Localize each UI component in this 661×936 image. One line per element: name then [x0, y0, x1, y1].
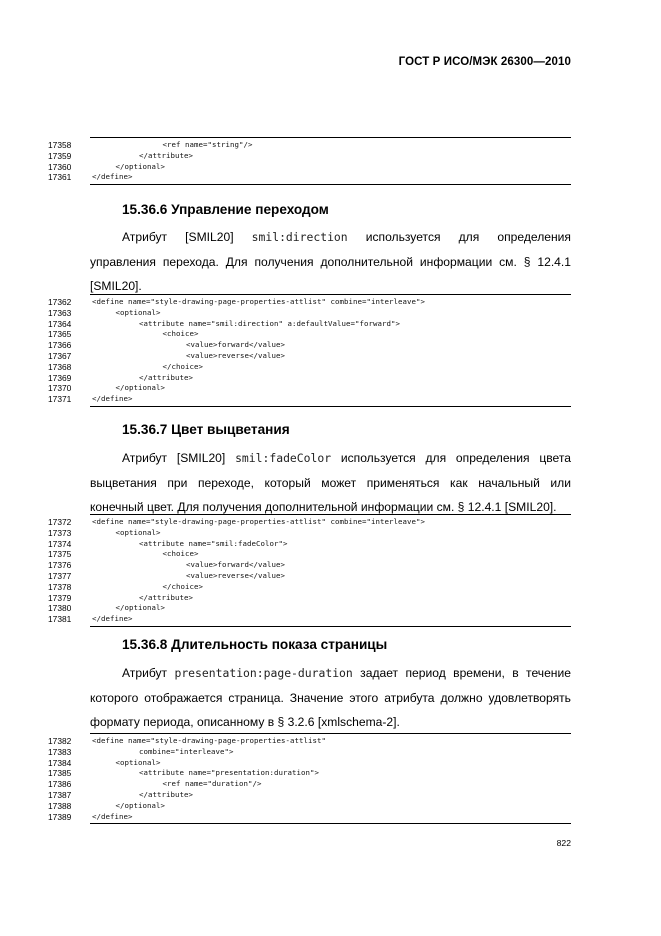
code-text: </optional>	[115, 800, 165, 810]
line-number: 17375	[48, 549, 72, 560]
code-text: <attribute name="smil:fadeColor">	[139, 538, 288, 548]
line-number: 17358	[48, 140, 72, 150]
line-number: 17381	[48, 614, 72, 625]
line-number: 17377	[48, 570, 72, 581]
code-line	[48, 789, 571, 801]
line-number: 17367	[48, 350, 72, 361]
text: используется	[365, 230, 441, 244]
line-number: 17386	[48, 779, 72, 790]
code-line	[48, 614, 571, 625]
code-line	[48, 581, 571, 593]
paragraph-line: [SMIL20].	[90, 279, 142, 293]
text: для	[458, 230, 480, 244]
paragraph-line: выцветания при переходе, который может применяться как начальный или	[90, 475, 571, 490]
code-text: <value>forward</value>	[186, 340, 285, 350]
code-text: <optional>	[115, 757, 161, 767]
line-number: 17368	[48, 361, 72, 372]
page-number: 822	[556, 838, 571, 848]
paragraph-15-36-8	[90, 661, 571, 735]
code-text: combine="interleave">	[139, 746, 234, 756]
text: Атрибут [SMIL20]	[122, 451, 226, 465]
code-line	[48, 394, 571, 405]
document-header: ГОСТ Р ИСО/МЭК 26300—2010	[398, 56, 571, 68]
code-text: </define>	[92, 394, 133, 404]
code-text: <attribute name="presentation:duration">	[139, 768, 319, 778]
paragraph-line	[90, 661, 571, 686]
line-number: 17374	[48, 538, 72, 549]
section-heading-15-36-6: 15.36.6 Управление переходом	[122, 202, 329, 217]
code-line	[48, 318, 571, 330]
code-text: <value>reverse</value>	[186, 350, 285, 360]
code-line	[48, 340, 571, 351]
code-line	[48, 757, 571, 769]
line-number: 17370	[48, 383, 72, 394]
line-number: 17360	[48, 161, 72, 172]
text: используется для определения цвета	[340, 451, 571, 465]
line-number: 17366	[48, 340, 72, 351]
line-number: 17388	[48, 800, 72, 811]
code-line	[48, 361, 571, 373]
paragraph-line	[90, 225, 571, 250]
code-text: <value>reverse</value>	[186, 570, 285, 580]
paragraph-line: конечный цвет. Для получения дополнительной информации см. § 12.4.1 [SMIL20].	[90, 500, 557, 514]
line-number: 17380	[48, 603, 72, 614]
line-number: 17379	[48, 592, 72, 603]
text: Атрибут	[122, 666, 168, 680]
code-text: <attribute name="smil:direction" a:defaultValue="forward">	[139, 318, 400, 328]
code-text: </attribute>	[139, 789, 193, 799]
paragraph-line	[90, 446, 571, 471]
code-text: <define name="style-drawing-page-properties-attlist"	[92, 736, 326, 745]
line-number: 17363	[48, 307, 72, 318]
text: задает период времени, в течение	[360, 666, 571, 680]
code-line	[48, 297, 571, 308]
code-line	[48, 172, 571, 183]
attribute-name: presentation:page-duration	[174, 666, 353, 680]
code-listing-3	[48, 514, 571, 627]
code-listing-2	[48, 294, 571, 407]
code-line	[48, 538, 571, 550]
code-text: </choice>	[162, 581, 203, 591]
line-number: 17373	[48, 527, 72, 538]
code-line	[48, 592, 571, 604]
line-number: 17382	[48, 736, 72, 746]
code-line	[48, 570, 571, 582]
code-line	[48, 527, 571, 539]
code-text: </define>	[92, 614, 133, 624]
code-text: </attribute>	[139, 150, 193, 160]
attribute-name: smil:fadeColor	[235, 451, 332, 465]
line-number: 17384	[48, 757, 72, 768]
code-text: </optional>	[115, 603, 165, 613]
code-line	[48, 350, 571, 362]
code-line	[48, 150, 571, 162]
code-line	[48, 800, 571, 812]
attribute-name: smil:direction	[251, 230, 348, 244]
line-number: 17371	[48, 394, 72, 405]
code-text: <optional>	[115, 307, 161, 317]
text: Атрибут	[122, 230, 168, 244]
code-line	[48, 736, 571, 747]
code-text: </optional>	[115, 161, 165, 171]
text: определения	[497, 230, 571, 244]
section-heading-15-36-7: 15.36.7 Цвет выцветания	[122, 422, 290, 437]
line-number: 17378	[48, 581, 72, 592]
line-number: 17383	[48, 746, 72, 757]
line-number: 17372	[48, 517, 72, 527]
code-line	[48, 161, 571, 173]
code-text: </optional>	[115, 383, 165, 393]
code-line	[48, 779, 571, 790]
line-number: 17361	[48, 172, 72, 183]
code-text: <ref name="duration"/>	[162, 779, 262, 789]
code-line	[48, 307, 571, 319]
section-heading-15-36-8: 15.36.8 Длительность показа страницы	[122, 637, 388, 652]
code-line	[48, 560, 571, 571]
code-line	[48, 603, 571, 614]
code-listing-4	[48, 733, 571, 824]
line-number: 17369	[48, 372, 72, 383]
line-number: 17376	[48, 560, 72, 571]
paragraph-15-36-6	[90, 225, 571, 299]
code-line	[48, 517, 571, 528]
code-text: <choice>	[162, 549, 199, 559]
code-text: <define name="style-drawing-page-properties-attlist" combine="interleave">	[92, 297, 425, 306]
code-text: <ref name="string"/>	[162, 140, 253, 149]
code-text: <choice>	[162, 329, 199, 339]
code-text: </choice>	[162, 361, 203, 371]
line-number: 17364	[48, 318, 72, 329]
line-number: 17385	[48, 768, 72, 779]
code-text: </attribute>	[139, 372, 193, 382]
line-number: 17362	[48, 297, 72, 307]
code-line	[48, 549, 571, 560]
code-line	[48, 140, 571, 151]
code-line	[48, 768, 571, 779]
paragraph-line: которого отображается страница. Значение этого атрибута должно удовлетворять	[90, 690, 571, 705]
code-line	[48, 383, 571, 394]
text: [SMIL20]	[185, 230, 234, 244]
code-text: </attribute>	[139, 592, 193, 602]
line-number: 17359	[48, 150, 72, 161]
code-line	[48, 372, 571, 384]
code-line	[48, 746, 571, 758]
line-number: 17389	[48, 811, 72, 822]
code-text: <value>forward</value>	[186, 560, 285, 570]
code-text: <optional>	[115, 527, 161, 537]
code-line	[48, 811, 571, 823]
paragraph-15-36-7	[90, 446, 571, 520]
paragraph-line: управления перехода. Для получения дополнительной информации см. § 12.4.1	[90, 254, 571, 269]
code-listing-1	[48, 137, 571, 185]
code-text: </define>	[92, 172, 133, 182]
line-number: 17365	[48, 329, 72, 340]
line-number: 17387	[48, 789, 72, 800]
code-text: <define name="style-drawing-page-properties-attlist" combine="interleave">	[92, 517, 425, 526]
code-text: </define>	[92, 811, 133, 821]
code-line	[48, 329, 571, 340]
paragraph-line: формату периода, описанному в § 3.2.6 [xmlschema-2].	[90, 715, 400, 729]
